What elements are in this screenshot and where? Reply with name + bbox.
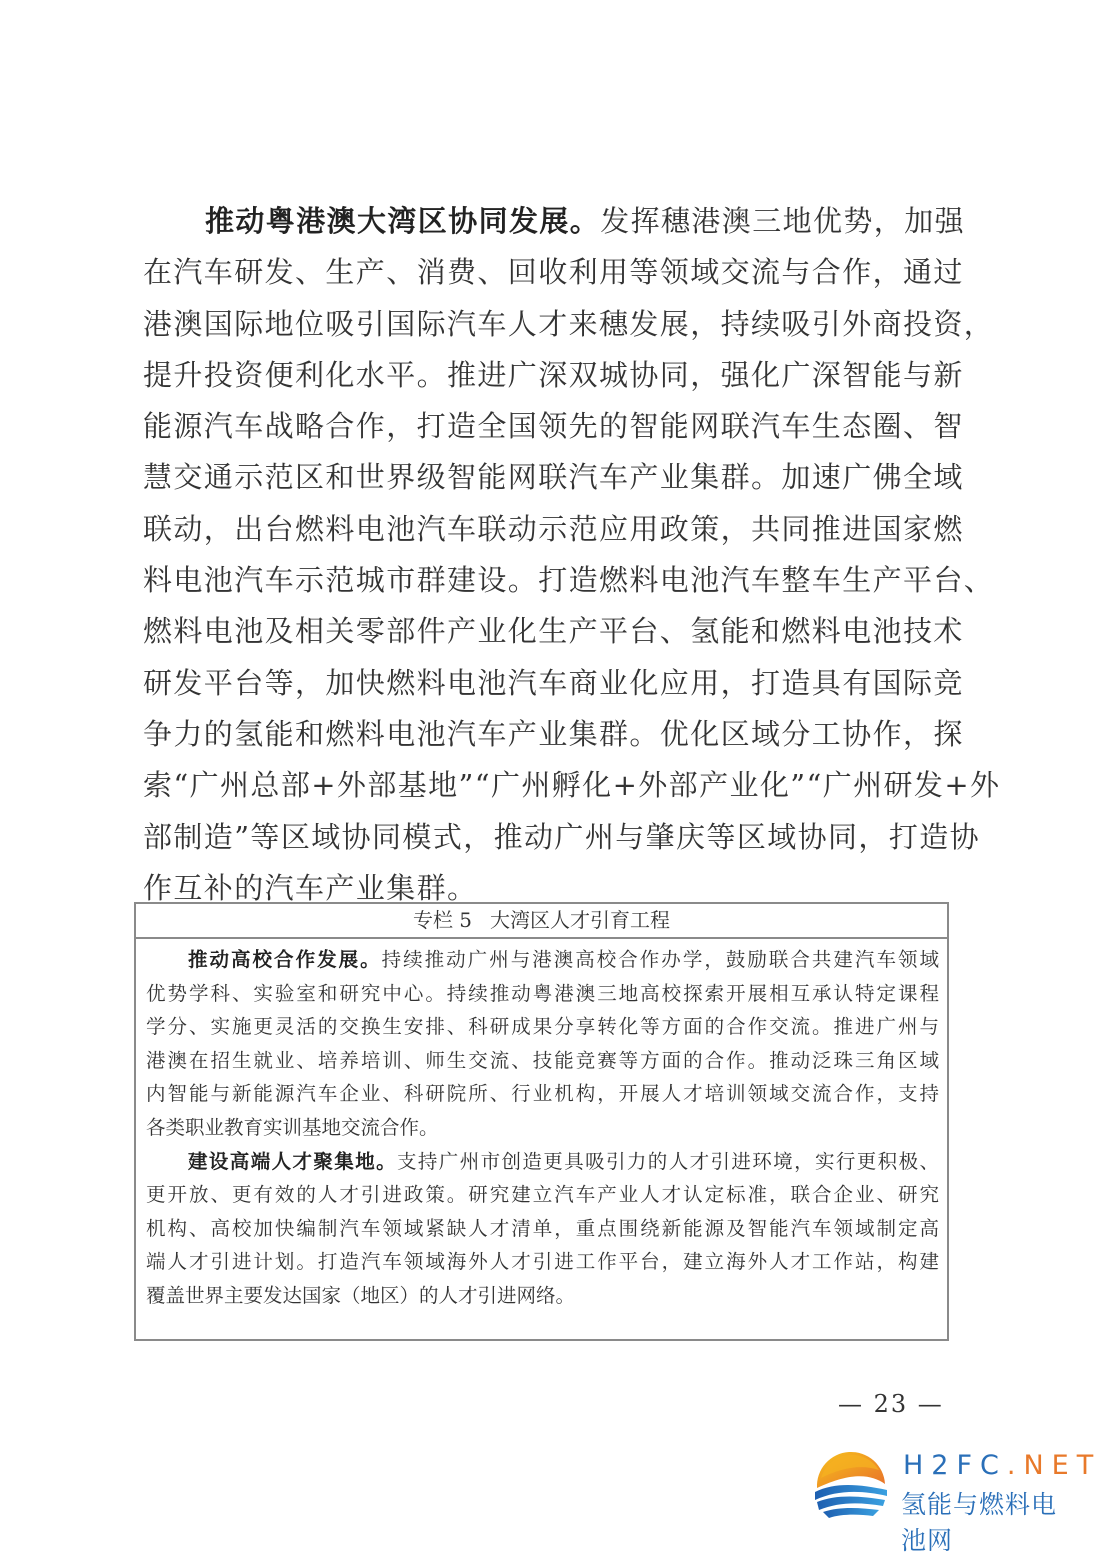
section-line: 更开放、更有效的人才引进政策。研究建立汽车产业人才认定标准，联合企业、研究 xyxy=(146,1183,939,1207)
column-section-high-end-talent xyxy=(146,1145,939,1313)
section-line: 端人才引进计划。打造汽车领域海外人才引进工作平台，建立海外人才工作站，构建 xyxy=(146,1250,939,1274)
paragraph-line: 在汽车研发、生产、消费、回收利用等领域交流与合作，通过 xyxy=(143,255,964,290)
column-box-body xyxy=(136,939,947,1313)
section-line: 学分、实施更灵活的交换生安排、科研成果分享转化等方面的合作交流。推进广州与 xyxy=(146,1015,939,1039)
sidebar-column-box xyxy=(134,902,949,1341)
section-line-text: 持续推动广州与港澳高校合作办学，鼓励联合共建汽车领域 xyxy=(381,948,939,971)
body-paragraph xyxy=(143,196,1001,914)
watermark-site-name-accent: .NET xyxy=(1006,1450,1101,1481)
h2fc-sun-waves-logo-icon xyxy=(811,1448,891,1520)
section-line-text: 支持广州市创造更具吸引力的人才引进环境，实行更积极、 xyxy=(397,1149,939,1173)
paragraph-line: 作互补的汽车产业集群。 xyxy=(143,870,478,905)
section-lead-heading: 建设高端人才聚集地。 xyxy=(188,1149,397,1173)
watermark-site-name xyxy=(903,1450,1101,1481)
section-line xyxy=(146,943,939,977)
paragraph-line: 能源汽车战略合作，打造全国领先的智能网联汽车生态圈、智 xyxy=(143,409,964,444)
paragraph-lead-heading: 推动粤港澳大湾区协同发展。 xyxy=(205,204,601,238)
watermark-logo xyxy=(805,1448,1101,1555)
section-line: 优势学科、实验室和研究中心。持续推动粤港澳三地高校探索开展相互承认特定课程 xyxy=(146,981,939,1005)
section-line: 各类职业教育实训基地交流合作。 xyxy=(146,1115,439,1139)
paragraph-line: 料电池汽车示范城市群建设。打造燃料电池汽车整车生产平台、 xyxy=(143,563,995,598)
column-box-header xyxy=(136,904,947,939)
paragraph-line: 部制造”等区域协同模式，推动广州与肇庆等区域协同，打造协 xyxy=(143,819,981,854)
paragraph-line: 燃料电池及相关零部件产业化生产平台、氢能和燃料电池技术 xyxy=(143,614,964,649)
column-section-talent-universities xyxy=(146,943,939,1145)
paragraph-line: 联动，出台燃料电池汽车联动示范应用政策，共同推进国家燃 xyxy=(143,511,964,546)
column-label: 专栏 5 xyxy=(412,908,473,932)
column-title: 大湾区人才引育工程 xyxy=(490,908,671,932)
watermark-site-name-main: H2FC xyxy=(903,1450,1007,1481)
section-line: 机构、高校加快编制汽车领域紧缺人才清单，重点围绕新能源及智能汽车领域制定高 xyxy=(146,1216,939,1240)
paragraph-line-text: 发挥穗港澳三地优势，加强 xyxy=(600,204,966,238)
paragraph-line: 研发平台等，加快燃料电池汽车商业化应用，打造具有国际竞 xyxy=(143,665,964,700)
paragraph-line: 港澳国际地位吸引国际汽车人才来穗发展，持续吸引外商投资， xyxy=(143,306,995,341)
section-line: 覆盖世界主要发达国家（地区）的人才引进网络。 xyxy=(146,1283,576,1307)
paragraph-line: 慧交通示范区和世界级智能网联汽车产业集群。加速广佛全域 xyxy=(143,460,964,495)
watermark-site-name-cn: 氢能与燃料电池网 xyxy=(901,1490,1058,1555)
paragraph-line: 提升投资便利化水平。推进广深双城协同，强化广深智能与新 xyxy=(143,357,964,392)
section-line: 内智能与新能源汽车企业、科研院所、行业机构，开展人才培训领域交流合作，支持 xyxy=(146,1082,939,1106)
paragraph-line: 索“广州总部+外部基地”“广州孵化+外部产业化”“广州研发+外 xyxy=(143,768,1001,803)
section-line xyxy=(146,1145,939,1179)
section-lead-heading: 推动高校合作发展。 xyxy=(188,948,382,971)
paragraph-line xyxy=(143,196,966,247)
section-line: 港澳在招生就业、培养培训、师生交流、技能竞赛等方面的合作。推动泛珠三角区域 xyxy=(146,1048,939,1072)
page-number: — 23 — xyxy=(838,1390,944,1418)
paragraph-line: 争力的氢能和燃料电池汽车产业集群。优化区域分工协作，探 xyxy=(143,716,964,751)
